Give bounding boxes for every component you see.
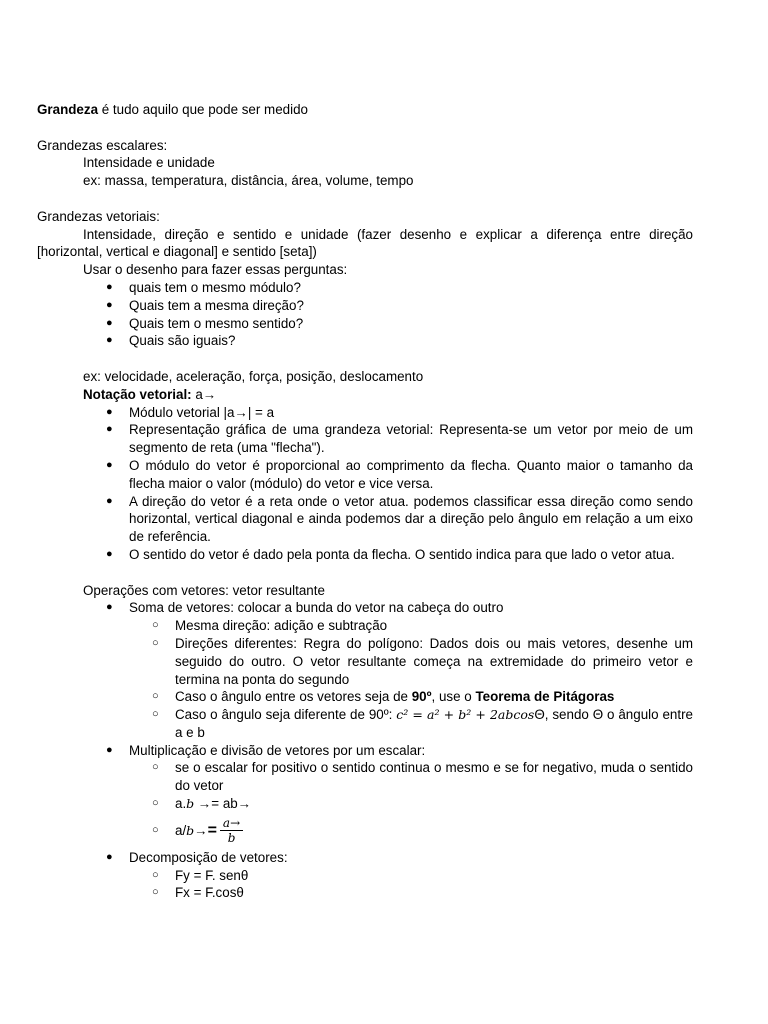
escalares-line-2: ex: massa, temperatura, distância, área, volume, tempo <box>83 173 414 189</box>
bullet-icon: ● <box>106 494 113 507</box>
vetoriais-examples: ex: velocidade, aceleração, força, posição, deslocamento <box>83 368 424 384</box>
equals-sign: = <box>207 821 217 839</box>
escalares-line-1: Intensidade e unidade <box>83 155 215 171</box>
list-item <box>106 315 693 333</box>
list-item-mult <box>106 742 693 760</box>
circle-bullet-icon: ○ <box>152 886 159 899</box>
soma-sublist <box>37 617 693 742</box>
other-angle-text-post: Θ, sendo Θ o ângulo entre a e b <box>175 707 693 740</box>
list-item-decomp <box>106 849 693 867</box>
circle-bullet-icon: ○ <box>152 636 159 649</box>
notation-text: O módulo do vetor é proporcional ao comprimento da flecha. Quanto maior o tamanho da flecha maior o valor (módulo) do vetor e vice versa. <box>129 457 693 491</box>
angle90-text-mid: , use o <box>431 689 476 705</box>
soma-different-directions: Direções diferentes: Regra do polígono: Dados dois ou mais vetores, desenhe um seguido do outro. O vetor resultante começa na extremidade do primeiro vetor e termina na ponta do segundo <box>175 635 693 687</box>
bullet-icon: ● <box>106 458 113 471</box>
questions-list <box>37 279 693 350</box>
question-text: Quais tem o mesmo sentido? <box>129 315 304 331</box>
list-item <box>106 332 693 350</box>
question-text: Quais tem a mesma direção? <box>129 297 304 313</box>
product-result: →= ab→ <box>194 796 252 812</box>
spacer <box>37 350 693 368</box>
product-b: b <box>186 796 195 812</box>
list-item-soma <box>106 599 693 617</box>
list-item <box>106 457 693 493</box>
list-item <box>106 493 693 546</box>
bullet-icon: ● <box>106 405 113 418</box>
circle-bullet-icon: ○ <box>152 868 159 881</box>
pythagoras-theorem: Teorema de Pitágoras <box>475 689 615 705</box>
fy-formula: Fy = F. senθ <box>175 867 249 883</box>
division-arrow: → <box>194 822 208 838</box>
circle-bullet-icon: ○ <box>152 690 159 703</box>
decomp-label: Decomposição de vetores: <box>129 849 288 865</box>
bullet-icon: ● <box>106 547 113 560</box>
other-angle-text: Caso o ângulo seja diferente de 90º: <box>175 707 397 723</box>
list-item <box>106 546 693 564</box>
notation-text: O sentido do vetor é dado pela ponta da flecha. O sentido indica para que lado o vetor atua. <box>129 546 675 562</box>
circle-bullet-icon: ○ <box>152 708 159 721</box>
mult-list <box>37 742 693 760</box>
decomp-list <box>37 849 693 867</box>
operacoes-heading: Operações com vetores: vetor resultante <box>83 582 325 598</box>
fx-formula: Fx = F.cosθ <box>175 885 244 901</box>
list-item <box>106 421 693 457</box>
list-item <box>152 795 693 813</box>
notation-text: A direção do vetor é a reta onde o vetor atua. podemos classificar essa direção como sendo horizontal, vertical diagonal e ainda podemos dar a direção pelo ângulo em relação a um eixo de referência. <box>129 493 693 545</box>
fraction-denominator: b <box>227 831 236 846</box>
mult-sign-rule: se o escalar for positivo o sentido continua o mesmo e se for negativo, muda o sentido do vetor <box>175 760 693 794</box>
soma-same-direction: Mesma direção: adição e subtração <box>175 618 388 634</box>
division-b: b <box>186 822 195 838</box>
bullet-icon: ● <box>106 280 113 293</box>
notation-text: Representação gráfica de uma grandeza vetorial: Representa-se um vetor por meio de um segmento de reta (uma "flecha"). <box>129 422 693 456</box>
notation-text: Módulo vetorial |a→| = a <box>129 404 275 420</box>
notation-list <box>37 404 693 564</box>
list-item <box>152 884 693 902</box>
term-grandeza: Grandeza <box>37 102 99 117</box>
document-body <box>37 101 693 902</box>
product-a: a. <box>175 796 187 812</box>
notation-label: Notação vetorial: <box>83 386 192 402</box>
decomp-sublist <box>37 867 693 903</box>
question-text: quais tem o mesmo módulo? <box>129 279 301 295</box>
vetoriais-paragraph-first: Intensidade, direção e sentido e unidade (fazer desenho e explicar a diferença entre direção <box>83 226 693 242</box>
vetoriais-paragraph-cont: [horizontal, vertical e diagonal] e sentido [seta]) <box>37 244 317 260</box>
bullet-icon: ● <box>106 298 113 311</box>
list-item <box>152 706 693 742</box>
escalares-heading: Grandezas escalares: <box>37 137 168 153</box>
list-item <box>152 617 693 635</box>
bullet-icon: ● <box>106 334 113 347</box>
law-of-cosines-formula: c² = a² + b² + 2abcos <box>396 707 535 723</box>
list-item <box>152 867 693 885</box>
circle-bullet-icon: ○ <box>152 823 159 836</box>
circle-bullet-icon: ○ <box>152 761 159 774</box>
circle-bullet-icon: ○ <box>152 797 159 810</box>
vetoriais-prompt: Usar o desenho para fazer essas perguntas: <box>83 262 348 278</box>
angle90-value: 90º <box>411 689 432 705</box>
notation-value: a→ <box>191 386 217 402</box>
list-item <box>106 404 693 422</box>
list-item <box>152 813 693 849</box>
operacoes-list <box>37 599 693 617</box>
bullet-icon: ● <box>106 743 113 756</box>
bullet-icon: ● <box>106 423 113 436</box>
spacer <box>37 119 693 137</box>
fraction-numerator: a→ <box>220 816 243 831</box>
question-text: Quais são iguais? <box>129 333 236 349</box>
bullet-icon: ● <box>106 601 113 614</box>
intro-definition: é tudo aquilo que pode ser medido <box>98 102 308 117</box>
angle90-text: Caso o ângulo entre os vetores seja de <box>175 689 412 705</box>
mult-sublist <box>37 759 693 848</box>
division-a: a/ <box>175 822 187 838</box>
bullet-icon: ● <box>106 316 113 329</box>
list-item <box>152 635 693 688</box>
list-item <box>106 279 693 297</box>
spacer <box>37 190 693 208</box>
spacer <box>37 564 693 582</box>
soma-label: Soma de vetores: colocar a bunda do vetor na cabeça do outro <box>129 600 504 616</box>
mult-label: Multiplicação e divisão de vetores por um escalar: <box>129 742 426 758</box>
list-item <box>152 759 693 795</box>
list-item <box>152 688 693 706</box>
intro-line <box>37 101 693 119</box>
bullet-icon: ● <box>106 850 113 863</box>
notation-line <box>37 386 693 404</box>
fraction <box>220 816 243 845</box>
circle-bullet-icon: ○ <box>152 619 159 632</box>
vetoriais-heading: Grandezas vetoriais: <box>37 208 160 224</box>
list-item <box>106 297 693 315</box>
